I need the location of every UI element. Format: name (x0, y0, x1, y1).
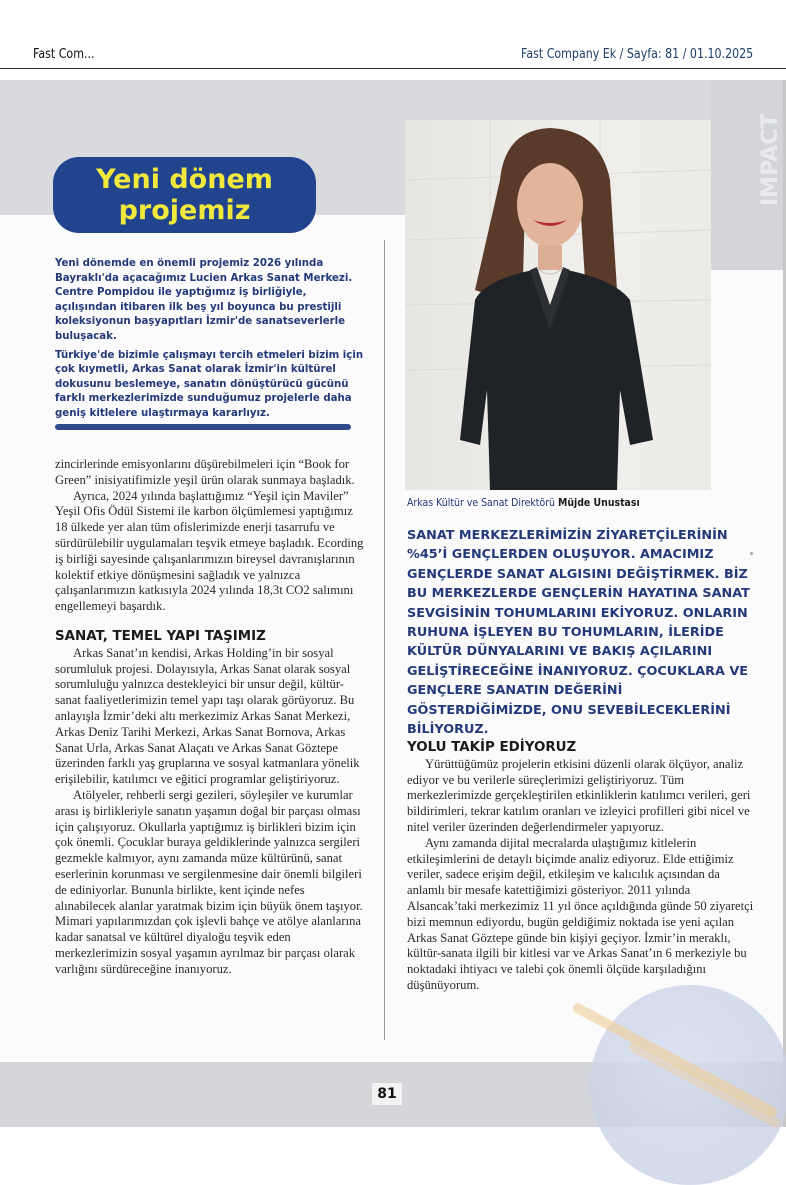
portrait-illustration (405, 120, 711, 490)
section-heading: YOLU TAKİP EDİYORUZ (407, 740, 577, 755)
body-paragraph: Yürüttüğümüz projelerin etkisini düzenli olarak ölçüyor, analiz ediyor ve bu verilerle süreçlerimizi geliştiriyoruz. Tüm merkezlerimizde gerçekleştirilen etkinliklerin katılımcı verileri, geri bildirimleri, tekrar katılım oranları ve izleyici profilleri gibi nicel ve nitel veriler üzerinden değerlendirmeler yapıyoruz. (407, 756, 751, 834)
caption-role: Arkas Kültür ve Sanat Direktörü (407, 498, 556, 509)
section-title-line1: Yeni dönem (96, 164, 273, 195)
section-heading: SANAT, TEMEL YAPI TAŞIMIZ (55, 628, 266, 644)
right-article-column (407, 740, 757, 994)
body-paragraph: zincirlerinde emisyonlarını düşürebilmeleri için “Book for Green” inisiyatifimizle yeşil ürün olarak sunmaya başladık. (55, 457, 355, 487)
source-detail: Fast Company Ek / Sayfa: 81 / 01.10.2025 (520, 47, 753, 62)
planet-illustration (590, 985, 786, 1185)
photo-caption (407, 498, 640, 509)
body-paragraph: Arkas Sanat’ın kendisi, Arkas Holding’in bir sosyal sorumluluk projesi. Dolayısıyla, Arkas Sanat olarak sosyal sorumluluğu yalnızca destekleyici bir unsur değil, kültür-sanat faaliyetlerimizin temel yapı taşı olarak görüyoruz. Bu anlayışla İzmir’deki altı merkezimiz Arkas Sanat Merkezi, Arkas Deniz Tarihi Merkezi, Arkas Sanat Bornova, Arkas Sanat Urla, Arkas Sanat Alaçatı ve Arkas Sanat Göztepe üzerinden farklı yaş gruplarına ve sosyal katmanlara yönelik erişilebilir, katılımcı ve eğitici programlar geliştiriyoruz. (55, 645, 360, 787)
decorative-dot (750, 552, 753, 555)
body-paragraph: Atölyeler, rehberli sergi gezileri, söyleşiler ve kurumlar arası iş birlikleriyle sanatın yaşamın doğal bir parçası olması için çalışıyoruz. Okullarla yaptığımız iş birlikleri bizim için çok önemli. Çocuklar buraya geldiklerinde yalnızca sergileri gezmekle kalmıyor, aynı zamanda müze kültürünü, sanat eserlerinin korunması ve sergilenmesine dair önemli bilgileri de ediniyorlar. Bununla birlikte, kent içinde nefes alınabilecek alanlar yaratmak bizim için büyük önem taşıyor. Mimari yapılarımızdan çok işlevli bahçe ve atölye alanlarına kadar sanatsal ve kültürel diyaloğu teşvik eden merkezlerimizin sosyal yaşamın ayrılmaz bir parçası olarak varlığını sürdüreceğine inanıyoruz. (55, 787, 363, 976)
section-title-line2: projemiz (118, 195, 251, 226)
body-paragraph: Aynı zamanda dijital mecralarda ulaştığımız kitlelerin etkileşimlerini de detaylı biçimde analiz ediyoruz. Elde ettiğimiz veriler, sadece erişim değil, etkileşim ve kalıcılık açısından da anlamlı bir mesafe katettiğimizi gösteriyor. 2011 yılında Alsancak’taki merkezimiz 11 yıl önce açıldığında günde 50 ziyaretçi bizi memnun ediyordu, bugün geldiğimiz noktada ise yeni açılan Arkas Sanat Göztepe günde bin kişiyi geçiyor. İzmir’in meraklı, kültür-sanata ilgili bir kitlesi var ve Arkas Sanat’ın 6 merkeziyle bu noktadaki ihtiyacı ve talebi çok önemli ölçüde karşıladığını düşünüyorum. (407, 835, 754, 992)
intro-divider-bar (55, 424, 351, 430)
body-paragraph: Ayrıca, 2024 yılında başlattığımız “Yeşil için Maviler” Yeşil Ofis Ödül Sistemi ile karbon ölçümlemesi yaptığımız 18 ülkede yer alan tüm ofislerimizde enerji tasarrufu ve sürdürülebilir uygulamaları teşvik etmeye başladık. Ecording iş birliği sayesinde çalışanlarımızın bireysel davranışlarının kolektif etkiye dönüşmesini sağladık ve yalnızca çalışanlarımızın katkısıyla 2024 yılında 18,3t CO2 salımını engellemeyi başardık. (55, 488, 364, 614)
intro-paragraph: Türkiye'de bizimle çalışmayı tercih etmeleri bizim için çok kıymetli, Arkas Sanat olarak İzmir'in kültürel dokusunu beslemeye, sanatın dönüştürücü gücünü farklı merkezlerimizde sunduğumuz projelerle daha geniş kitlelere ulaştırmaya kararlıyız. (55, 349, 364, 419)
pull-quote: SANAT MERKEZLERİMİZİN ZİYARETÇİLERİNİN %45’İ GENÇLERDEN OLUŞUYOR. AMACIMIZ GENÇLERDE SANAT ALGISINI DEĞİŞTİRMEK. BİZ BU MERKEZLERDE GENÇLERİN HAYATINA SANAT SEVGİSİNİN TOHUMLARINI EKİYORUZ. ONLARIN RUHUNA İŞLEYEN BU TOHUMLARIN, İLERİDE KÜLTÜR DÜNYALARINI VE BAKIŞ AÇILARINI GELİŞTİRECEĞİNE İNANIYORUZ. ÇOCUKLARA VE GENÇLERE SANATIN DEĞERİNİ GÖSTERDİĞİMİZDE, ONU SEVEBİLECEKLERİNİ BİLİYORUZ. (407, 528, 750, 738)
header-divider (0, 68, 786, 69)
impact-side-tag: IMPACT (758, 113, 783, 206)
page-number: 81 (372, 1083, 402, 1105)
intro-box-text (55, 257, 365, 426)
left-article-column (55, 457, 367, 978)
magazine-page (0, 80, 786, 1127)
caption-name: Müjde Unustası (557, 498, 640, 509)
intro-paragraph: Yeni dönemde en önemli projemiz 2026 yılında Bayraklı'da açacağımız Lucien Arkas Sanat Merkezi. Centre Pompidou ile yaptığımız iş birliğiyle, açılışından itibaren ilk beş yıl boyunca bu prestijli koleksiyonun başyapıtları İzmir'de sanatseverlerle buluşacak. (55, 258, 353, 342)
section-title-box (53, 157, 316, 233)
source-short-title: Fast Com... (33, 47, 95, 62)
column-divider (384, 240, 385, 1040)
portrait-photo (405, 120, 711, 490)
clipping-header (0, 0, 786, 70)
